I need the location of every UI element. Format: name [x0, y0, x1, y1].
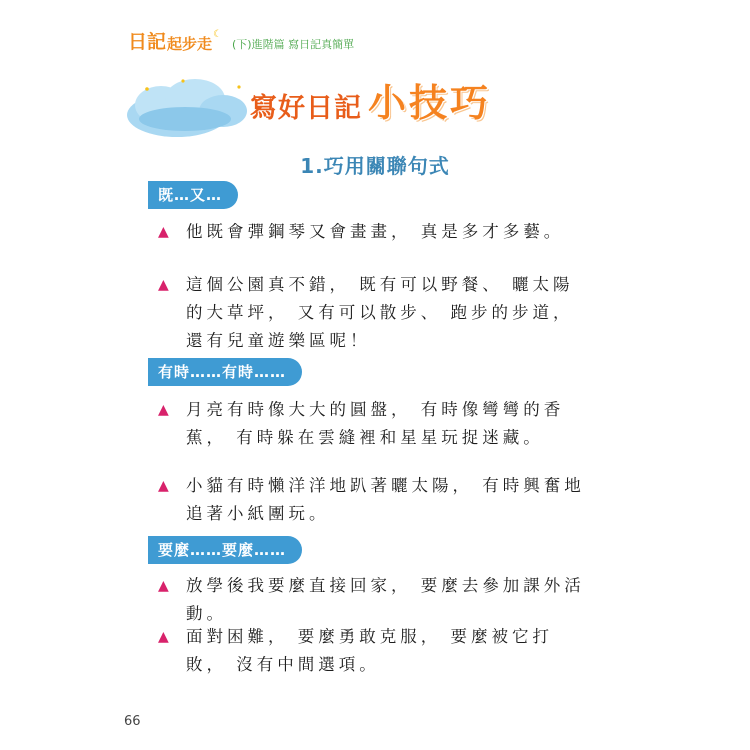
cloud-moon-icon [125, 75, 250, 140]
list-item [158, 572, 590, 628]
sentence: 他既會彈鋼琴又會畫畫， 真是多才多藝。 [186, 222, 565, 241]
running-header [128, 26, 354, 52]
sentence: 這個公園真不錯， 既有可以野餐、 曬太陽的大草坪， 又有可以散步、 跑步的步道， 還有兒童遊樂區呢！ [186, 275, 574, 350]
triangle-bullet-icon: ▲ [158, 578, 169, 594]
section-label-3: 要麼……要麼…… [148, 536, 302, 564]
triangle-bullet-icon: ▲ [158, 478, 169, 494]
title-part-2: 小技巧 [368, 81, 492, 125]
brand-tail: 起步走 [167, 35, 213, 53]
page-title [250, 81, 492, 125]
list-item [158, 472, 590, 528]
triangle-bullet-icon: ▲ [158, 277, 169, 293]
section-subheader: (下)進階篇 寫日記真簡單 [232, 38, 355, 51]
list-item [158, 623, 590, 679]
list-item [158, 271, 590, 355]
triangle-bullet-icon: ▲ [158, 629, 169, 645]
sentence: 小貓有時懶洋洋地趴著曬太陽， 有時興奮地追著小紙團玩。 [186, 476, 585, 523]
title-part-1: 寫好日記 [250, 93, 362, 124]
triangle-bullet-icon: ▲ [158, 402, 169, 418]
list-item [158, 396, 590, 452]
section-label-2: 有時……有時…… [148, 358, 302, 386]
sentence: 月亮有時像大大的圓盤， 有時像彎彎的香蕉， 有時躲在雲縫裡和星星玩捉迷藏。 [186, 400, 565, 447]
section-label-1: 既…又… [148, 181, 238, 209]
brand-main: 日記 [128, 31, 167, 53]
small-moon-icon: ☾ [213, 29, 222, 40]
list-item [158, 218, 590, 246]
triangle-bullet-icon: ▲ [158, 224, 169, 240]
sentence: 面對困難， 要麼勇敢克服， 要麼被它打敗， 沒有中間選項。 [186, 627, 553, 674]
page-number: 66 [124, 714, 141, 729]
sentence: 放學後我要麼直接回家， 要麼去參加課外活動。 [186, 576, 585, 623]
section-subtitle: 1.巧用關聯句式 [300, 154, 450, 178]
